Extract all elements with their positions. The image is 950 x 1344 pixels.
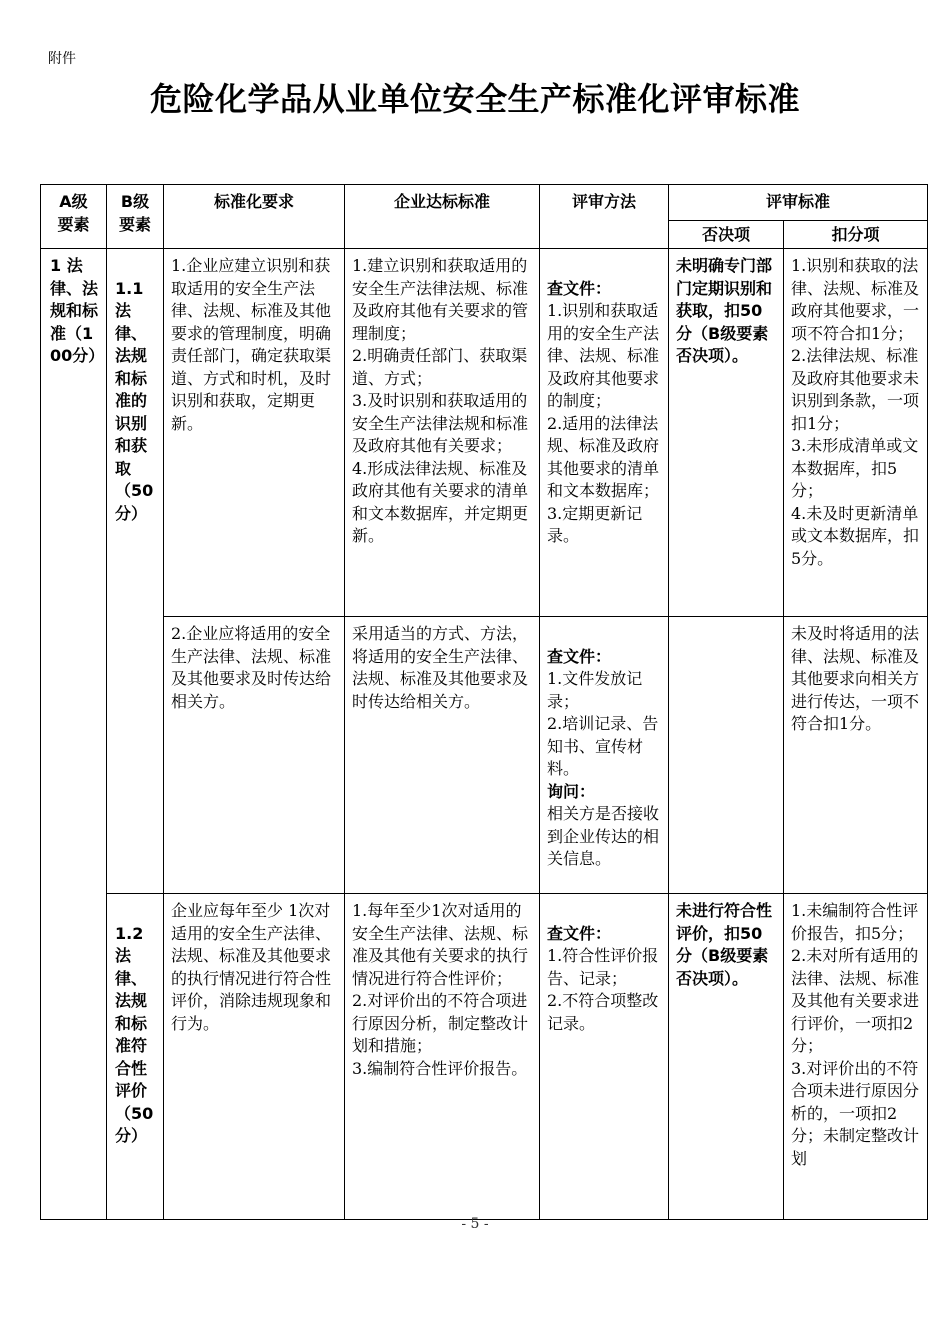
veto-cell: 未明确专门部门定期识别和获取，扣50分（B级要素否决项）。 bbox=[669, 249, 784, 617]
standard-cell: 1.建立识别和获取适用的安全生产法律法规、标准及政府其他有关要求的管理制度； 2.明确责任部门、获取渠道、方式； 3.及时识别和获取适用的安全生产法律法规和标准及政府其他有关要求； 4.形成法律法规、标准及政府其他有关要求的清单和文本数据库，并定期更新。 bbox=[345, 249, 540, 617]
page-title: 危险化学品从业单位安全生产标准化评审标准 bbox=[149, 80, 800, 118]
table-row bbox=[41, 249, 928, 617]
method-text: 1.文件发放记录； 2.培训记录、告知书、宣传材料。 bbox=[547, 669, 659, 778]
b-element-cell bbox=[107, 894, 164, 1220]
requirement-cell: 2.企业应将适用的安全生产法律、法规、标准及其他要求及时传达给相关方。 bbox=[164, 617, 345, 894]
header-requirement: 标准化要求 bbox=[164, 185, 345, 249]
method-label: 查文件： bbox=[547, 278, 612, 298]
standards-table bbox=[40, 184, 928, 1220]
veto-cell: 未进行符合性评价，扣50分（B级要素否决项）。 bbox=[669, 894, 784, 1220]
b-element-score: （50分） bbox=[115, 1103, 154, 1145]
method-label: 查文件： bbox=[547, 646, 612, 666]
header-deduct: 扣分项 bbox=[784, 221, 928, 249]
method-text: 1.符合性评价报告、记录； 2.不符合项整改记录。 bbox=[547, 946, 659, 1033]
deduct-cell: 未及时将适用的法律、法规、标准及其他要求向相关方进行传达，一项不符合扣1分。 bbox=[784, 617, 928, 894]
b-element-cell bbox=[107, 249, 164, 894]
deduct-cell: 1.未编制符合性评价报告，扣5分； 2.未对所有适用的法律、法规、标准及其他有关要求进行评价，一项扣2分； 3.对评价出的不符合项未进行原因分析的，一项扣2分；未制定整改计划 bbox=[784, 894, 928, 1220]
header-a-element: A级 要素 bbox=[41, 185, 107, 249]
method-cell bbox=[540, 617, 669, 894]
table-row bbox=[41, 617, 928, 894]
a-element-cell: 1 法律、法规和标准（100分） bbox=[41, 249, 107, 1220]
method-label: 查文件： bbox=[547, 923, 612, 943]
veto-cell bbox=[669, 617, 784, 894]
b-element-label: 1.2 法律、法规和标准符合性评价 bbox=[115, 923, 148, 1100]
method-label-inquiry: 询问： bbox=[547, 781, 596, 801]
attachment-label: 附件 bbox=[48, 51, 76, 67]
header-method: 评审方法 bbox=[540, 185, 669, 249]
header-criteria: 评审标准 bbox=[669, 185, 928, 221]
header-b-element: B级 要素 bbox=[107, 185, 164, 249]
table-row bbox=[41, 894, 928, 1220]
deduct-cell: 1.识别和获取的法律、法规、标准及政府其他要求，一项不符合扣1分； 2.法律法规、标准及政府其他要求未识别到条款，一项扣1分； 3.未形成清单或文本数据库，扣5分； 4.未及时更新清单或文本数据库，扣5分。 bbox=[784, 249, 928, 617]
b-element-score: （50分） bbox=[115, 481, 154, 523]
method-cell bbox=[540, 894, 669, 1220]
method-cell bbox=[540, 249, 669, 617]
header-veto: 否决项 bbox=[669, 221, 784, 249]
header-standard: 企业达标标准 bbox=[345, 185, 540, 249]
standard-cell: 采用适当的方式、方法，将适用的安全生产法律、法规、标准及其他要求及时传达给相关方。 bbox=[345, 617, 540, 894]
b-element-label: 1.1 法律、法规和标准的识别和获取 bbox=[115, 278, 148, 478]
standard-cell: 1.每年至少1次对适用的安全生产法律、法规、标准及其他有关要求的执行情况进行符合性评价； 2.对评价出的不符合项进行原因分析，制定整改计划和措施； 3.编制符合性评价报告。 bbox=[345, 894, 540, 1220]
method-text: 1.识别和获取适用的安全生产法律、法规、标准及政府其他要求的制度； 2.适用的法律法规、标准及政府其他要求的清单和文本数据库； 3.定期更新记录。 bbox=[547, 301, 660, 545]
page-number: - 5 - bbox=[461, 1216, 489, 1232]
requirement-cell: 企业应每年至少 1次对适用的安全生产法律、法规、标准及其他要求的执行情况进行符合性评价，消除违规现象和行为。 bbox=[164, 894, 345, 1220]
requirement-cell: 1.企业应建立识别和获取适用的安全生产法律、法规、标准及其他要求的管理制度，明确责任部门，确定获取渠道、方式和时机，及时识别和获取，定期更新。 bbox=[164, 249, 345, 617]
method-text-inquiry: 相关方是否接收到企业传达的相关信息。 bbox=[547, 804, 660, 868]
